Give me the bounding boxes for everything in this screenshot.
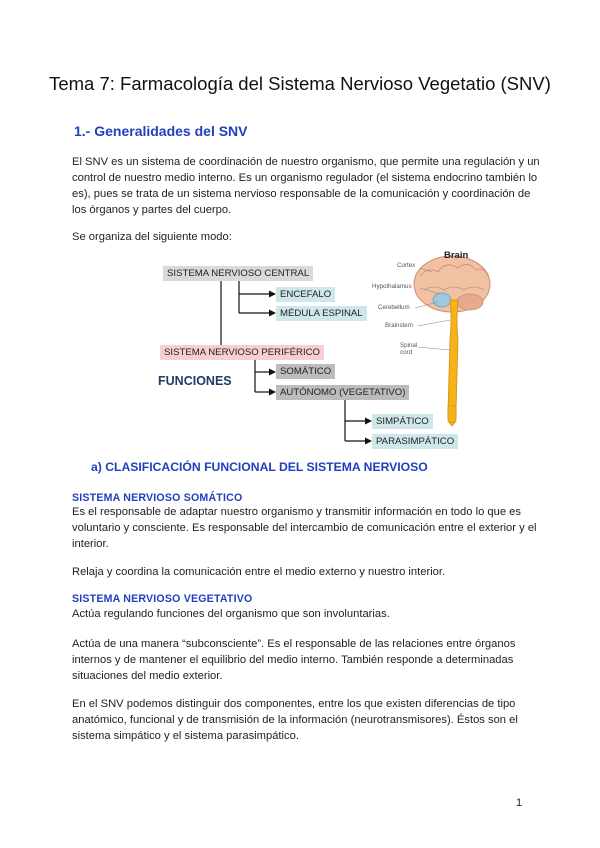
box-snc: SISTEMA NERVIOSO CENTRAL xyxy=(163,266,313,281)
label-funciones: FUNCIONES xyxy=(158,374,232,388)
page-title: Tema 7: Farmacología del Sistema Nervioso Vegetatio (SNV) xyxy=(49,73,551,94)
box-parasimpatico: PARASIMPÁTICO xyxy=(372,434,458,449)
box-autonomo: AUTÓNOMO (VEGETATIVO) xyxy=(276,385,409,400)
box-encefalo: ENCEFALO xyxy=(276,287,335,302)
heading-somatico: SISTEMA NERVIOSO SOMÁTICO xyxy=(72,492,243,504)
brain-title: Brain xyxy=(444,250,469,261)
brain-illustration xyxy=(414,256,490,426)
label-spinal-cord xyxy=(400,342,417,356)
label-hypothalamus: Hypothalamus xyxy=(372,283,412,290)
box-medula: MÉDULA ESPINAL xyxy=(276,306,367,321)
section-heading-generalidades: 1.- Generalidades del SNV xyxy=(74,123,248,139)
box-somatico: SOMÁTICO xyxy=(276,364,335,379)
paragraph-somatico-2: Relaja y coordina la comunicación entre el medio externo y nuestro interior. xyxy=(72,566,446,578)
label-cerebellum: Cerebellum xyxy=(378,304,410,311)
section-heading-clasificacion: a) CLASIFICACIÓN FUNCIONAL DEL SISTEMA NERVIOSO xyxy=(91,460,428,474)
heading-vegetativo: SISTEMA NERVIOSO VEGETATIVO xyxy=(72,593,253,605)
paragraph-vegetativo-1: Actúa regulando funciones del organismo que son involuntarias. xyxy=(72,608,390,620)
label-cord: cord xyxy=(400,349,413,356)
box-snp: SISTEMA NERVIOSO PERIFÉRICO xyxy=(160,345,324,360)
paragraph-vegetativo-2: Actúa de una manera “subconsciente”. Es el responsable de las relaciones entre órganos internos y de mantener el equilibrio del medio interno. También responde a determinadas situaciones del medio exterior. xyxy=(72,638,516,682)
label-spinal: Spinal xyxy=(400,342,418,349)
box-simpatico: SIMPÁTICO xyxy=(372,414,433,429)
paragraph-somatico-1: Es el responsable de adaptar nuestro organismo y transmitir información en todo lo que es voluntario y consciente. Es responsable del intercambio de comunicación entre el exterior y el interior. xyxy=(72,506,537,550)
label-brainstem: Brainstem xyxy=(385,322,413,329)
paragraph-vegetativo-3: En el SNV podemos distinguir dos componentes, entre los que existen diferencias de tipo anatómico, funcional y de transmisión de la información (neurotransmisores). Éstos son el sistema simpático y el sistema parasimpático. xyxy=(72,698,518,742)
paragraph-intro: El SNV es un sistema de coordinación de nuestro organismo, que permite una regulación y un control de nuestro medio interno. Es un organismo regulador (el sistema endocrino también lo es), pues se trata de un sistema nervioso responsable de la comunicación y coordinación de los órganos y partes del cuerpo. xyxy=(72,156,540,216)
paragraph-organiza: Se organiza del siguiente modo: xyxy=(72,231,232,243)
label-cortex: Cortex xyxy=(397,262,416,269)
page-number: 1 xyxy=(516,797,523,809)
